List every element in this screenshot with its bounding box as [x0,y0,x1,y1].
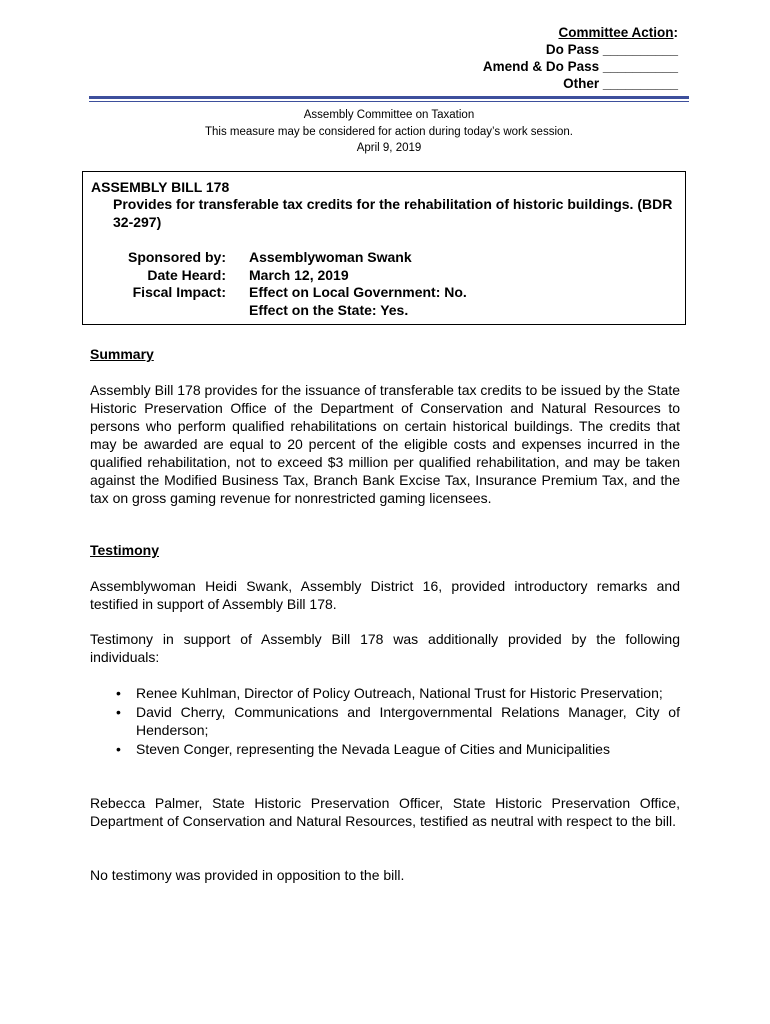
fiscal-state-value: Effect on the State: Yes. [249,301,409,318]
amend-do-pass-line: Amend & Do Pass __________ [482,59,678,74]
bill-description: Provides for transferable tax credits for the rehabilitation of historic buildings. (BDR 32-297) [113,196,673,230]
header-info [89,107,689,157]
sponsor-row [83,249,683,267]
work-session-note: This measure may be considered for action during today’s work session. [205,125,573,138]
other-line: Other __________ [563,76,678,91]
divider-thin-line [89,101,689,102]
bullet-icon: • [116,741,121,757]
sponsor-label: Sponsored by: [127,249,226,265]
session-date: April 9, 2019 [356,142,422,154]
sponsor-value: Assemblywoman Swank [249,249,412,265]
fiscal-state-row [83,302,683,320]
testimony-heading: Testimony [90,542,159,558]
summary-heading: Summary [90,346,154,362]
committee-name: Assembly Committee on Taxation [303,109,475,121]
date-heard-label: Date Heard: [147,266,226,283]
opposition-testimony: No testimony was provided in opposition to the bill. [90,867,405,883]
date-heard-value: March 12, 2019 [249,266,349,283]
list-item [90,703,680,739]
fiscal-impact-label: Fiscal Impact: [132,284,226,300]
supporters-list [90,684,680,759]
list-item [90,740,680,758]
header-divider [89,96,689,103]
committee-action-heading [483,24,678,41]
bill-info-box [82,171,686,325]
date-heard-row [83,267,683,285]
committee-action-colon: : [673,25,678,40]
committee-action-title: Committee Action [558,25,674,40]
committee-action-block [483,24,678,92]
bill-details [83,249,683,319]
do-pass-line: Do Pass __________ [545,42,678,57]
supporter-text: Steven Conger, representing the Nevada League of Cities and Municipalities [136,741,610,757]
neutral-testimony: Rebecca Palmer, State Historic Preservation Officer, State Historic Preservation Office, Department of Conservation and Natural Resources, testified as neutral with respect to the bill. [90,795,680,829]
bullet-icon: • [116,704,121,720]
list-item [90,684,680,702]
divider-thick-line [89,96,689,99]
fiscal-local-value: Effect on Local Government: No. [249,284,467,300]
bullet-icon: • [116,685,121,701]
summary-text: Assembly Bill 178 provides for the issuance of transferable tax credits to be issued by the State Historic Preservation Office of the Department of Conservation and Natural Resources to persons who perform qualified rehabilitations on certain historical buildings. The credits that may be awarded are equal to 20 percent of the eligible costs and expenses incurred in the qualified rehabilitation, not to exceed $3 million per qualified rehabilitation, and may be taken against the Modified Business Tax, Branch Bank Excise Tax, Insurance Premium Tax, and the tax on gross gaming revenue for nonrestricted gaming licensees. [90,382,680,506]
supporter-text: Renee Kuhlman, Director of Policy Outreach, National Trust for Historic Preservation; [136,685,663,701]
testimony-intro: Assemblywoman Heidi Swank, Assembly District 16, provided introductory remarks and testified in support of Assembly Bill 178. [90,578,680,612]
supporter-text: David Cherry, Communications and Intergovernmental Relations Manager, City of Henderson; [136,704,680,738]
bill-number: ASSEMBLY BILL 178 [91,179,230,195]
fiscal-impact-row [83,284,683,302]
support-intro: Testimony in support of Assembly Bill 178 was additionally provided by the following individuals: [90,631,680,665]
